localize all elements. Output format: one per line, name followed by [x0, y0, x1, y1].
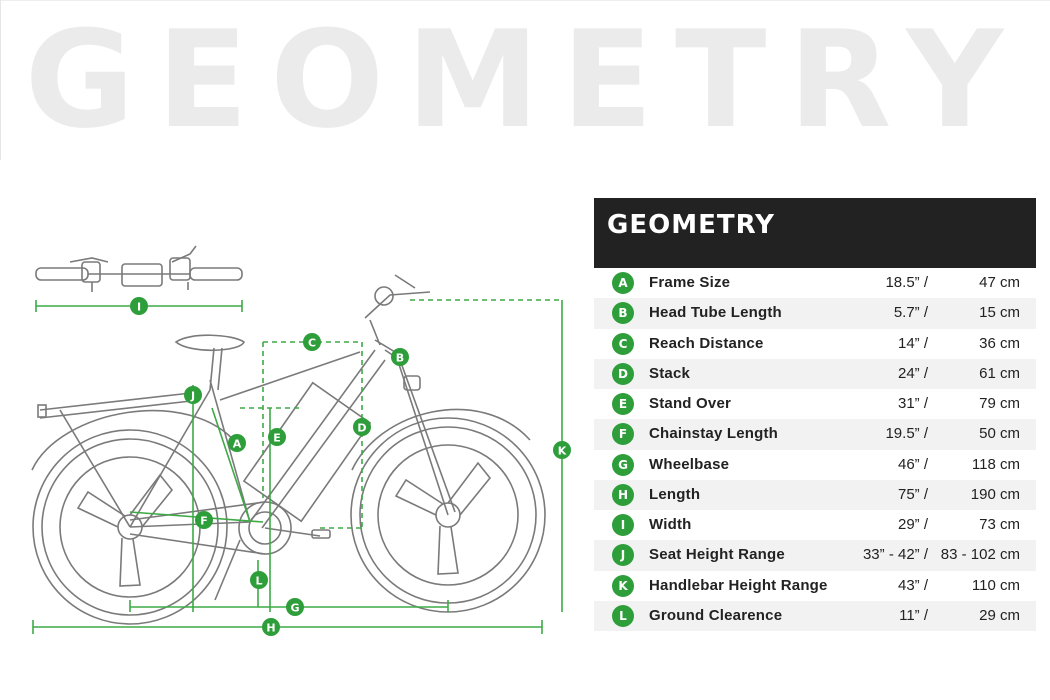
row-key-badge: E	[612, 393, 634, 415]
row-name: Frame Size	[649, 274, 731, 291]
row-key-badge: G	[612, 454, 634, 476]
table-rows	[594, 268, 1036, 631]
svg-text:K: K	[557, 444, 567, 458]
table-row	[594, 601, 1036, 631]
table-row	[594, 268, 1036, 298]
row-inch-value: 24” /	[897, 364, 928, 382]
table-row	[594, 298, 1036, 328]
row-key-badge: C	[612, 333, 634, 355]
row-inch-value: 43” /	[897, 576, 928, 594]
table-row	[594, 510, 1036, 540]
row-key-badge: F	[612, 423, 634, 445]
svg-text:L: L	[255, 574, 263, 588]
svg-text:E: E	[273, 431, 281, 445]
table-row	[594, 419, 1036, 449]
row-key-badge: J	[612, 544, 634, 566]
row-cm-value: 50 cm	[979, 425, 1020, 443]
row-name: Stack	[649, 364, 691, 382]
marker-j	[184, 386, 202, 404]
row-cm-value: 29 cm	[979, 606, 1020, 624]
svg-text:F: F	[200, 514, 208, 528]
background-title: GEOMETRY	[24, 2, 1026, 158]
dimension-lines	[33, 300, 562, 634]
row-key-badge: B	[612, 302, 634, 324]
row-name: Stand Over	[649, 395, 732, 412]
svg-text:J: J	[190, 389, 196, 403]
row-inch-value: 33” - 42” /	[862, 546, 928, 564]
bike-line-art	[32, 275, 545, 624]
row-name: Reach Distance	[649, 334, 764, 352]
row-key-badge: I	[612, 514, 634, 536]
row-name: Handlebar Height Range	[649, 576, 828, 594]
table-row	[594, 450, 1036, 480]
marker-b	[391, 348, 409, 366]
row-cm-value: 190 cm	[970, 485, 1020, 503]
svg-text:G: G	[290, 601, 300, 615]
row-inch-value: 29” /	[897, 516, 928, 533]
table-row	[594, 329, 1036, 359]
marker-a	[228, 434, 246, 452]
row-cm-value: 73 cm	[979, 516, 1020, 533]
table-row	[594, 571, 1036, 601]
svg-text:B: B	[395, 351, 405, 365]
row-name: Ground Clearence	[649, 606, 783, 624]
svg-text:D: D	[357, 421, 367, 435]
row-cm-value: 118 cm	[971, 455, 1020, 473]
handlebar-top-view	[36, 246, 242, 292]
row-inch-value: 14” /	[897, 334, 928, 352]
marker-h	[262, 618, 280, 636]
row-name: Width	[649, 516, 692, 533]
row-cm-value: 83 - 102 cm	[940, 546, 1020, 564]
marker-i	[130, 297, 148, 315]
row-inch-value: 46” /	[897, 455, 928, 473]
marker-f	[195, 511, 213, 529]
row-key-badge: D	[612, 363, 634, 385]
svg-text:I: I	[136, 300, 142, 314]
row-cm-value: 36 cm	[979, 334, 1020, 352]
row-inch-value: 75” /	[897, 485, 928, 503]
row-inch-value: 19.5” /	[885, 425, 928, 443]
row-cm-value: 79 cm	[979, 395, 1020, 412]
table-row	[594, 480, 1036, 510]
marker-c	[303, 333, 321, 351]
marker-g	[286, 598, 304, 616]
row-name: Chainstay Length	[649, 425, 779, 443]
geometry-table	[594, 198, 1036, 631]
row-name: Length	[649, 485, 701, 503]
marker-l	[250, 571, 268, 589]
table-row	[594, 389, 1036, 419]
row-key-badge: A	[612, 272, 634, 294]
table-row	[594, 359, 1036, 389]
row-name: Seat Height Range	[649, 546, 785, 564]
marker-k	[553, 441, 571, 459]
row-name: Head Tube Length	[649, 304, 782, 322]
row-cm-value: 47 cm	[979, 274, 1020, 291]
row-key-badge: K	[612, 575, 634, 597]
bike-geometry-diagram	[0, 230, 600, 650]
row-inch-value: 5.7” /	[893, 304, 928, 322]
row-key-badge: H	[612, 484, 634, 506]
marker-e	[268, 428, 286, 446]
row-key-badge: L	[612, 605, 634, 627]
row-cm-value: 110 cm	[971, 576, 1020, 594]
table-title: GEOMETRY	[607, 210, 775, 240]
row-inch-value: 11” /	[899, 606, 928, 624]
row-cm-value: 61 cm	[979, 364, 1020, 382]
svg-text:H: H	[266, 621, 276, 635]
table-row	[594, 540, 1036, 570]
table-header	[594, 198, 1036, 268]
svg-text:C: C	[307, 336, 317, 350]
marker-d	[353, 418, 371, 436]
row-inch-value: 18.5” /	[885, 274, 928, 291]
row-inch-value: 31” /	[897, 395, 928, 412]
row-name: Wheelbase	[649, 455, 730, 473]
row-cm-value: 15 cm	[979, 304, 1020, 322]
svg-text:A: A	[232, 437, 242, 451]
